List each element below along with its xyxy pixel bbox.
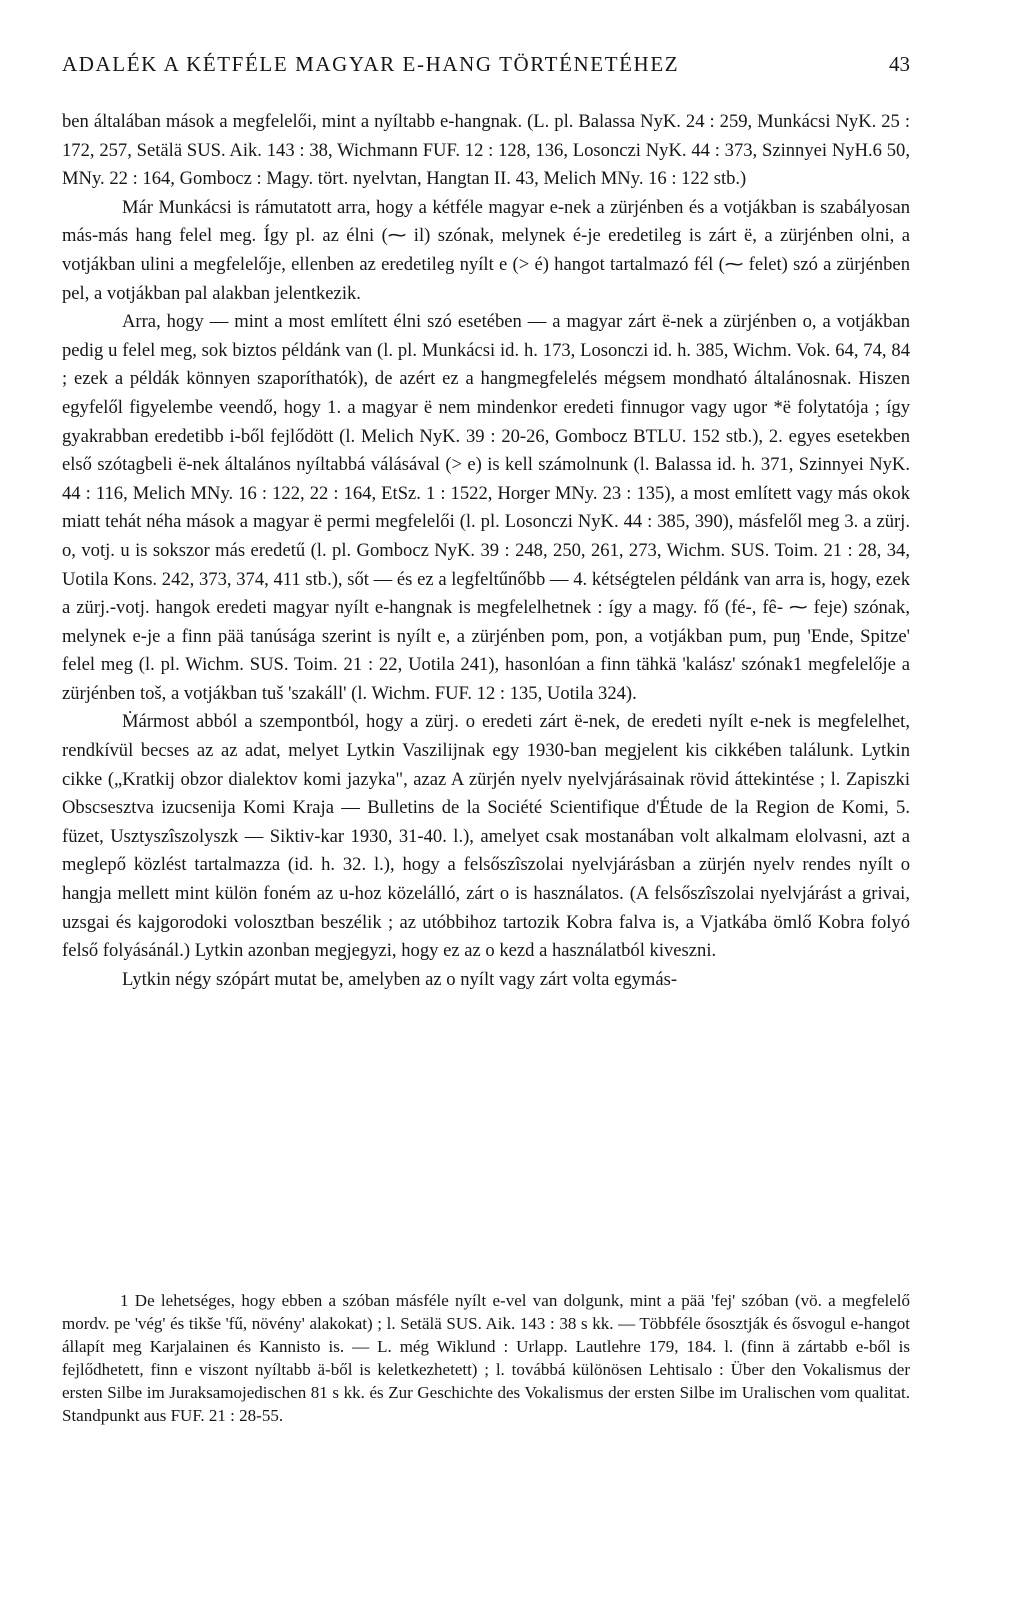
main-text (62, 108, 910, 994)
paragraph-marmost: Ṁármost abból a szempontból, hogy a zürj. o eredeti zárt ë-nek, de eredeti nyílt e-nek is megfelelhet, rendkívül becses az az adat, melyet Lytkin Vaszilijnak egy 1930-ban megjelent kis cikkében találunk. Lytkin cikke („Kratkij obzor dialektov komi jazyka", azaz A zürjén nyelv nyelvjárásainak rövid áttekintése ; l. Zapiszki Obscsesztva izucsenija Komi Kraja — Bulletins de la Société Scientifique d'Étude de la Region de Komi, 5. füzet, Usztyszîszolyszk — Siktiv-kar 1930, 31-40. l.), amelyet csak mostanában volt alkalmam elolvasni, azt a meglepő közlést tartalmazza (id. h. 32. l.), hogy a felsőszîszolai nyelvjárásban a zürjén nyelv rendes nyílt o hangja mellett mint külön foném az u-hoz közelálló, zárt o is használatos. (A felsőszîszolai nyelvjárást a grivai, uzsgai és kajgorodoki volosztban beszélik ; az utóbbihoz tartozik Kobra falva is, a Vjatkába ömlő Kobra folyó felső folyásánál.) Lytkin azonban megjegyzi, hogy ez az o kezd a használatból kiveszni. (62, 711, 910, 962)
footnote-1: 1 De lehetséges, hogy ebben a szóban másféle nyílt e-vel van dolgunk, mint a pää 'fej' szóban (vö. a megfelelő mordv. pe 'vég' és tikše 'fű, növény' alakokat) ; l. Setälä SUS. Aik. 143 : 38 s kk. — Többféle ősosztják és ősvogul e-hangot állapít meg Karjalainen és Kannisto is. — L. még Wiklund : Urlapp. Lautlehre 179, 184. l. (finn ä zártabb e-ből is fejlődhetett, finn e viszont nyíltabb ä-ből is keletkezhetett) ; l. továbbá különösen Lehtisalo : Über den Vokalismus der ersten Silbe im Juraksamojedischen 81 s kk. és Zur Geschichte des Vokalismus der ersten Silbe im Uralischen vom qualitat. Standpunkt aus FUF. 21 : 28-55. (62, 1291, 910, 1425)
page-number: 43 (889, 52, 910, 76)
running-header (62, 52, 910, 84)
paragraph-lytkin: Lytkin négy szópárt mutat be, amelyben az o nyílt vagy zárt volta egymás- (122, 968, 678, 990)
header-title: ADALÉK A KÉTFÉLE MAGYAR E-HANG TÖRTÉNETÉHEZ (62, 52, 680, 76)
footnotes (62, 1290, 910, 1427)
paragraph-continuation: ben általában mások a megfelelői, mint a nyíltabb e-hangnak. (L. pl. Balassa NyK. 24 : 259, Munkácsi NyK. 25 : 172, 257, Setälä SUS. Aik. 143 : 38, Wichmann FUF. 12 : 128, 136, Losonczi NyK. 44 : 373, Szinnyei NyH.6 50, MNy. 22 : 164, Gombocz : Magy. tört. nyelvtan, Hangtan II. 43, Melich MNy. 16 : 122 stb.) (62, 111, 910, 190)
paragraph-munkacsi: Már Munkácsi is rámutatott arra, hogy a kétféle magyar e-nek a zürjénben és a votjákban is szabályosan más-más hang felel meg. Így pl. az élni (⁓ il) szónak, melynek é-je eredetileg is zárt ë, a zürjénben olni, a votjákban ulini a megfelelője, ellenben az eredetileg nyílt e (> é) hangot tartalmazó fél (⁓ felet) szó a zürjénben pel, a votjákban pal alakban jelentkezik. (62, 196, 910, 304)
paragraph-arra-hogy: Arra, hogy — mint a most említett élni szó esetében — a magyar zárt ë-nek a zürjénben o, a votjákban pedig u felel meg, sok biztos példánk van (l. pl. Munkácsi id. h. 173, Losonczi id. h. 385, Wichm. Vok. 64, 74, 84 ; ezek a példák könnyen szaporíthatók), de azért ez a hangmegfelelés mégsem mondható általánosnak. Hiszen egyfelől figyelembe veendő, hogy 1. a magyar ë nem mindenkor eredeti finnugor vagy ugor *ë folytatója ; így gyakrabban eredetibb i-ből fejlődött (l. Melich NyK. 39 : 20-26, Gombocz BTLU. 152 stb.), 2. egyes esetekben első szótagbeli ë-nek általános nyíltabbá válásával (> e) is kell számolnunk (l. Balassa id. h. 371, Szinnyei NyK. 44 : 116, Melich MNy. 16 : 122, 22 : 164, EtSz. 1 : 1522, Horger MNy. 23 : 135), a most említett vagy más okok miatt tehát néha mások a magyar ë permi megfelelői (l. pl. Losonczi NyK. 44 : 385, 390), másfelől meg 3. a zürj. o, votj. u is sokszor más eredetű (l. pl. Gombocz NyK. 39 : 248, 250, 261, 273, Wichm. SUS. Toim. 21 : 28, 34, Uotila Kons. 242, 373, 374, 411 stb.), sőt — és ez a legfeltűnőbb — 4. kétségtelen példánk van arra is, hogy, ezek a zürj.-votj. hangok eredeti magyar nyílt e-hangnak is megfelelhetnek : így a magy. fő (fé-, fê- ⁓ feje) szónak, melynek e-je a finn pää tanúsága szerint is nyílt e, a zürjénben pom, pon, a votjákban pum, puŋ 'Ende, Spitze' felel meg (l. pl. Wichm. SUS. Toim. 21 : 22, Uotila 241), hasonlóan a finn tähkä 'kalász' szónak1 megfelelője a zürjénben toš, a votjákban tuš 'szakáll' (l. Wichm. FUF. 12 : 135, Uotila 324). (62, 311, 910, 704)
